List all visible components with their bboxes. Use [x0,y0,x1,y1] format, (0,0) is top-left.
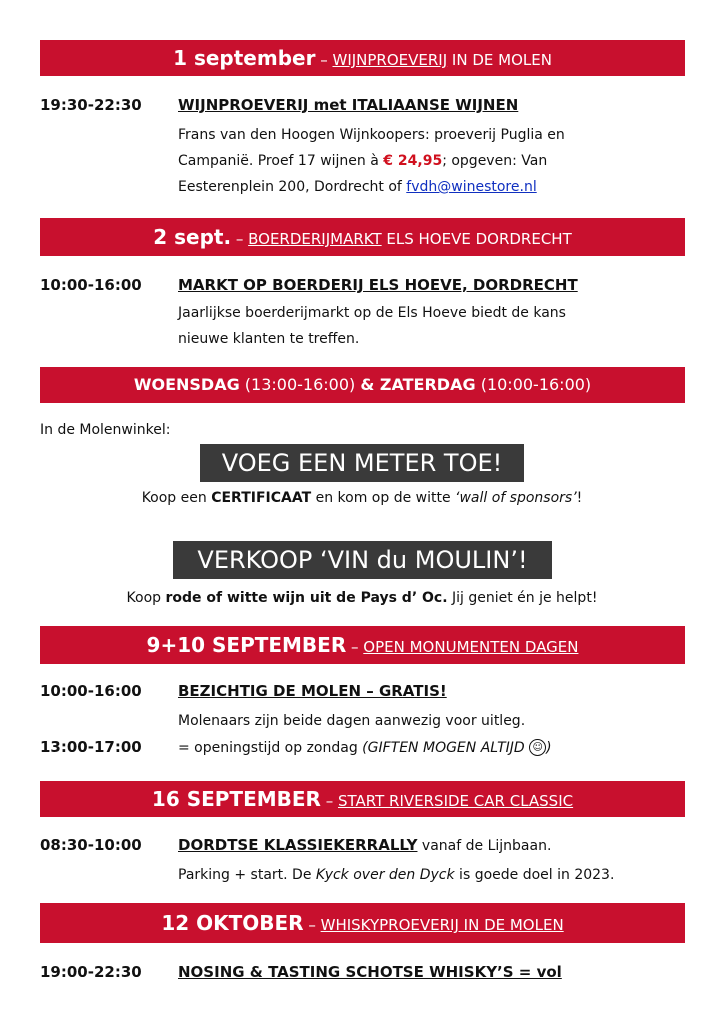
header-hours-1: (13:00-16:00) [239,375,361,394]
shop-intro: In de Molenwinkel: [40,422,171,438]
meter-text: Koop een CERTIFICAAT en kom op de witte ‘wall of sponsors’! [141,490,583,506]
header-day-2: & ZATERDAG [360,375,476,394]
event-title: BEZICHTIG DE MOLEN – GRATIS! [178,682,447,700]
event-header-wine [40,40,685,76]
event-time: 10:00-16:00 [40,276,142,294]
event-title: DORDTSE KLASSIEKERRALLY [178,836,418,854]
desc-line: Jaarlijkse boerderijmarkt op de Els Hoeve biedt de kans [178,305,566,321]
event-title: MARKT OP BOERDERIJ ELS HOEVE, DORDRECHT [178,276,578,294]
price: € 24,95 [383,153,443,169]
vin-title: VERKOOP ‘VIN du MOULIN’! [173,541,552,579]
header-day-1: WOENSDAG [133,375,240,394]
header-rest: ELS HOEVE DORDRECHT [381,230,572,248]
event-header-whisky [40,903,685,943]
event-title: NOSING & TASTING SCHOTSE WHISKY’S = vol [178,963,562,981]
header-title: BOERDERIJMARKT [248,230,382,248]
header-sep: – [346,638,364,656]
header-title: WHISKYPROEVERIJ IN DE MOLEN [320,916,564,934]
event-row-market [40,276,578,294]
event-description [178,122,565,200]
event-row-sunday: 13:00-17:00 = openingstijd op zondag (GIFTEN MOGEN ALTIJD ☺ ) [40,738,552,756]
event-time: 08:30-10:00 [40,836,142,854]
event-description [178,300,566,352]
event-title: WIJNPROEVERIJ met ITALIAANSE WIJNEN [178,96,519,114]
header-sep: – [315,51,333,69]
event-header-market [40,218,685,256]
event-header-monumenten [40,626,685,664]
desc-line: Eesterenplein 200, Dordrecht of fvdh@winestore.nl [178,179,537,195]
header-sep: – [231,230,249,248]
shop-hours-header [40,367,685,403]
header-hours-2: (10:00-16:00) [475,375,592,394]
event-description: Molenaars zijn beide dagen aanwezig voor uitleg. [178,713,526,729]
header-date: 12 OKTOBER [161,911,304,935]
event-row-rally: 08:30-10:00 DORDTSE KLASSIEKERRALLY vanaf de Lijnbaan. [40,836,552,854]
event-row-wine [40,96,518,114]
header-date: 9+10 SEPTEMBER [146,633,347,657]
email-link[interactable]: fvdh@winestore.nl [406,179,537,195]
event-row-whisky [40,963,562,981]
desc-line: nieuwe klanten te treffen. [178,331,360,347]
event-time: 19:30-22:30 [40,96,142,114]
event-header-riverside [40,781,685,817]
event-description: Parking + start. De Kyck over den Dyck is goede doel in 2023. [178,867,615,883]
desc-line: Campanië. Proef 17 wijnen à € 24,95; opgeven: Van [178,153,548,169]
event-row-monumenten [40,682,447,700]
event-time: 19:00-22:30 [40,963,142,981]
meter-title: VOEG EEN METER TOE! [200,444,524,482]
smiley-icon: ☺ [529,739,546,756]
desc-line: Frans van den Hoogen Wijnkoopers: proeverij Puglia en [178,127,565,143]
header-title: START RIVERSIDE CAR CLASSIC [338,792,574,810]
header-date: 2 sept. [153,225,232,249]
header-sep: – [320,792,338,810]
header-title: WIJNPROEVERIJ [332,51,448,69]
header-title: OPEN MONUMENTEN DAGEN [363,638,579,656]
event-time: 10:00-16:00 [40,682,142,700]
header-date: 1 september [173,46,316,70]
vin-text: Koop rode of witte wijn uit de Pays d’ Oc. Jij geniet én je helpt! [126,590,598,606]
event-time: 13:00-17:00 [40,738,142,756]
header-sep: – [303,916,321,934]
header-date: 16 SEPTEMBER [151,787,321,811]
header-rest: IN DE MOLEN [447,51,552,69]
